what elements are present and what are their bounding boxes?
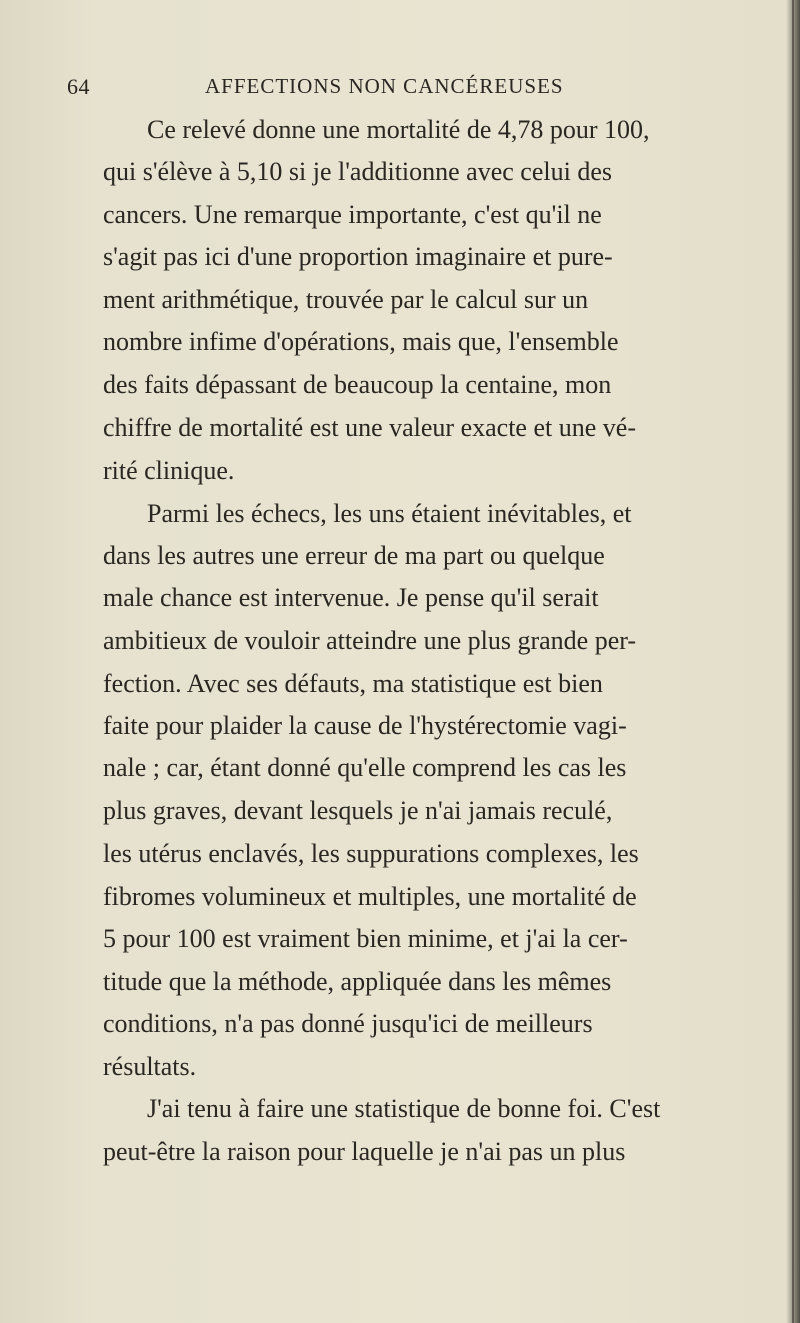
text-line: s'agit pas ici d'une proportion imaginaire et pure- [103,242,613,271]
text-line: Parmi les échecs, les uns étaient inévitables, et [147,499,632,528]
text-line: rité clinique. [103,456,235,485]
text-line: peut-être la raison pour laquelle je n'ai pas un plus [103,1137,626,1166]
text-line: les utérus enclavés, les suppurations complexes, les [103,839,639,868]
text-line: ment arithmétique, trouvée par le calcul sur un [103,285,589,314]
running-title: AFFECTIONS NON CANCÉREUSES [205,74,564,98]
text-line: cancers. Une remarque importante, c'est qu'il ne [103,200,602,229]
text-line: nale ; car, étant donné qu'elle comprend les cas les [103,753,627,782]
text-line: dans les autres une erreur de ma part ou quelque [103,541,605,570]
text-line: faite pour plaider la cause de l'hystérectomie vagi- [103,711,627,740]
text-line: chiffre de mortalité est une valeur exacte et une vé- [103,413,636,442]
text-line: male chance est intervenue. Je pense qu'il serait [103,583,599,612]
text-line: ambitieux de vouloir atteindre une plus grande per- [103,626,637,655]
text-line: fection. Avec ses défauts, ma statistique est bien [103,669,603,698]
text-line: plus graves, devant lesquels je n'ai jamais reculé, [103,796,613,825]
text-line: fibromes volumineux et multiples, une mortalité de [103,882,637,911]
text-line: J'ai tenu à faire une statistique de bonne foi. C'est [147,1094,661,1123]
text-line: nombre infime d'opérations, mais que, l'ensemble [103,327,619,356]
text-line: des faits dépassant de beaucoup la centaine, mon [103,370,612,399]
text-line: qui s'élève à 5,10 si je l'additionne avec celui des [103,157,612,186]
text-line: titude que la méthode, appliquée dans les mêmes [103,967,612,996]
text-line: 5 pour 100 est vraiment bien minime, et j'ai la cer- [103,924,628,953]
text-line: conditions, n'a pas donné jusqu'ici de meilleurs [103,1009,593,1038]
text-line: résultats. [103,1052,197,1081]
text-line: Ce relevé donne une mortalité de 4,78 pour 100, [147,115,650,144]
page-number: 64 [67,74,90,99]
